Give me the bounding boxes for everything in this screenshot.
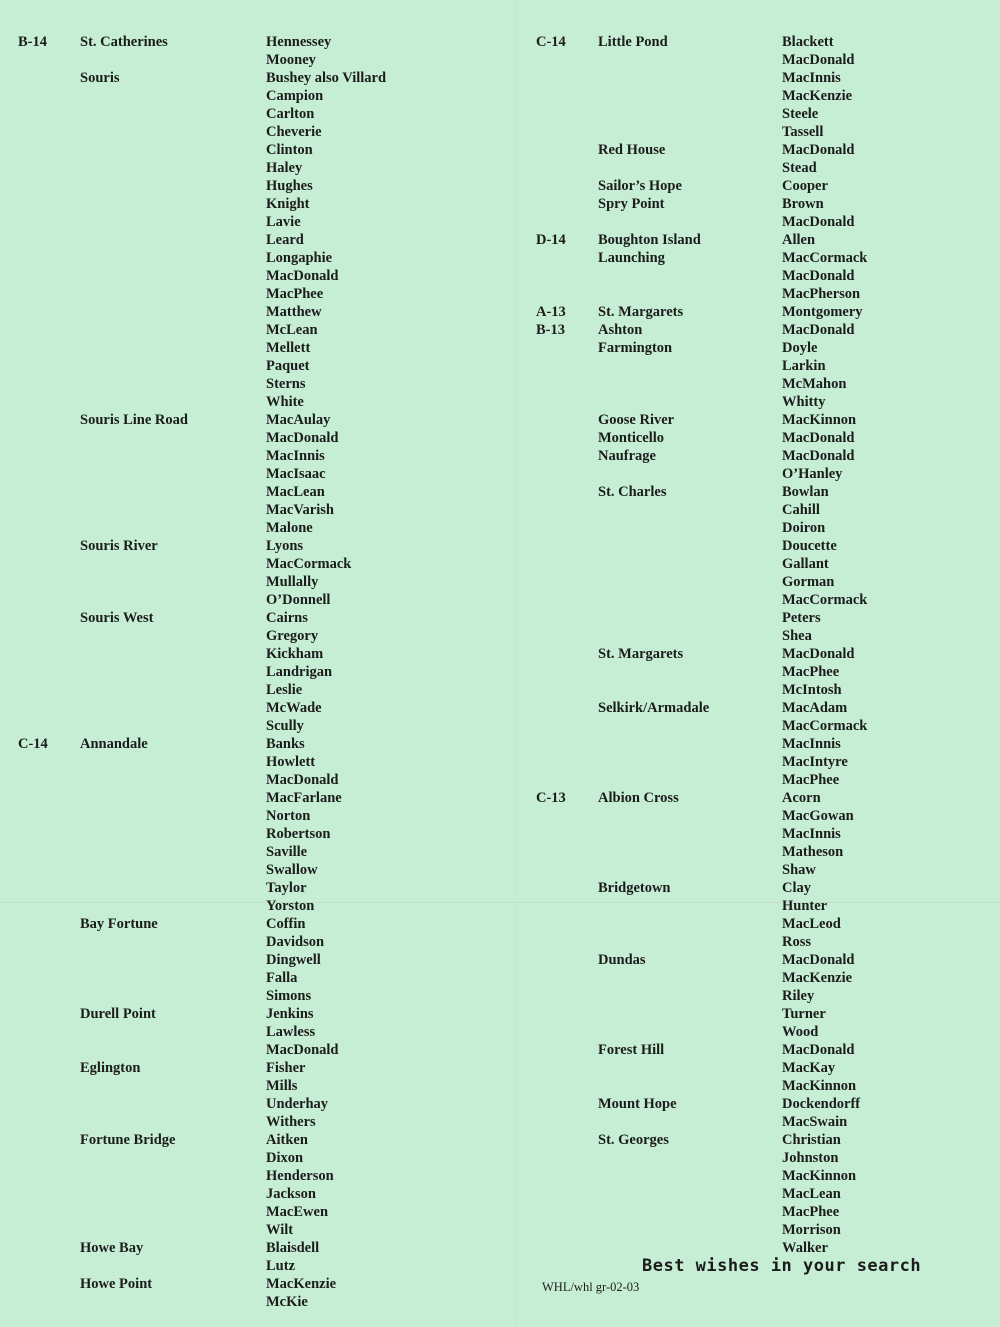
place-name: Ashton (598, 322, 643, 338)
surname: Matthew (266, 304, 322, 320)
surname: Stead (782, 160, 817, 176)
surname: MacDonald (782, 952, 855, 968)
surname: Leslie (266, 682, 303, 698)
surname: Blackett (782, 34, 834, 50)
surname: Wilt (266, 1222, 294, 1238)
surname: Banks (266, 736, 305, 752)
surname: Gregory (266, 628, 319, 644)
surname: Mullally (266, 574, 319, 590)
surname: Coffin (266, 916, 306, 932)
place-name: Souris Line Road (80, 412, 188, 428)
surname: MacPherson (782, 286, 861, 302)
grid-ref: B-13 (536, 322, 565, 338)
surname: MacKinnon (782, 412, 857, 428)
surname: MacDonald (266, 772, 339, 788)
surname: Clay (782, 880, 811, 896)
surname: Howlett (266, 754, 316, 770)
surname: Lutz (266, 1258, 295, 1274)
surname: Henderson (266, 1168, 334, 1184)
surname: Knight (266, 196, 310, 212)
surname: Turner (782, 1006, 826, 1022)
surname: Campion (266, 88, 324, 104)
place-name: Goose River (598, 412, 675, 428)
surname: MacEwen (266, 1204, 329, 1220)
surname: Dingwell (266, 952, 321, 968)
place-name: Little Pond (598, 34, 668, 50)
surname: Walker (782, 1240, 828, 1256)
surname: MacCormack (782, 592, 868, 608)
surname: Cooper (782, 178, 828, 194)
surname: Morrison (782, 1222, 841, 1238)
surname: Aitken (266, 1132, 308, 1148)
surname: Whitty (782, 394, 826, 410)
surname: McLean (266, 322, 318, 338)
surname: Cahill (782, 502, 820, 518)
place-name: Souris (80, 70, 120, 86)
surname: Mellett (266, 340, 311, 356)
surname: Sterns (266, 376, 306, 392)
surname: Doyle (782, 340, 818, 356)
surname: Doiron (782, 520, 826, 536)
surname: Underhay (266, 1096, 329, 1112)
place-name: Naufrage (598, 448, 656, 464)
surname: McMahon (782, 376, 847, 392)
surname: Clinton (266, 142, 313, 158)
surname: Christian (782, 1132, 841, 1148)
place-name: Souris River (80, 538, 158, 554)
surname: Norton (266, 808, 311, 824)
surname: MacDonald (782, 322, 855, 338)
surname: MacInnis (782, 736, 841, 752)
surname: MacLeod (782, 916, 841, 932)
place-name: Bay Fortune (80, 916, 158, 932)
grid-ref: A-13 (536, 304, 566, 320)
surname: MacLean (782, 1186, 841, 1202)
surname: MacLean (266, 484, 325, 500)
surname: Fisher (266, 1060, 306, 1076)
document-reference: WHL/whl gr-02-03 (542, 1280, 640, 1294)
closing-message: Best wishes in your search (642, 1256, 922, 1276)
surname: Scully (266, 718, 304, 734)
surname: Johnston (782, 1150, 839, 1166)
grid-ref: C-14 (536, 34, 566, 50)
place-name: St. Margarets (598, 646, 684, 662)
surname: MacDonald (782, 268, 855, 284)
surname: Carlton (266, 106, 315, 122)
place-name: Red House (598, 142, 666, 158)
place-name: Sailor’s Hope (598, 178, 682, 194)
surname: Bushey also Villard (266, 70, 387, 86)
place-name: Annandale (80, 736, 148, 752)
surname: Landrigan (266, 664, 333, 680)
surname: Yorston (266, 898, 315, 914)
paper-fold-horizontal (0, 901, 1000, 904)
surname: Tassell (782, 124, 824, 140)
surname: Longaphie (266, 250, 333, 266)
surname: MacInnis (782, 70, 841, 86)
surname: McKie (266, 1294, 308, 1310)
surname: Taylor (266, 880, 307, 896)
surname: McWade (266, 700, 322, 716)
surname: MacDonald (782, 430, 855, 446)
surname: MacDonald (782, 142, 855, 158)
surname: MacKenzie (782, 88, 853, 104)
surname: Saville (266, 844, 308, 860)
place-name: Howe Bay (80, 1240, 144, 1256)
place-name: Dundas (598, 952, 646, 968)
surname: Mooney (266, 52, 316, 68)
surname: Hunter (782, 898, 828, 914)
surname: Withers (266, 1114, 316, 1130)
paper-fold-vertical (515, 0, 517, 1327)
surname: Shea (782, 628, 812, 644)
surname: MacVarish (266, 502, 334, 518)
surname: MacDonald (266, 1042, 339, 1058)
place-name: St. Margarets (598, 304, 684, 320)
surname: Riley (782, 988, 815, 1004)
place-name: Fortune Bridge (80, 1132, 176, 1148)
surname: Paquet (266, 358, 310, 374)
surname: Hughes (266, 178, 313, 194)
surname: MacSwain (782, 1114, 848, 1130)
surname: MacInnis (782, 826, 841, 842)
surname: MacDonald (266, 430, 339, 446)
surname: Cheverie (266, 124, 322, 140)
surname: Haley (266, 160, 303, 176)
surname: Jackson (266, 1186, 316, 1202)
surname: MacFarlane (266, 790, 342, 806)
place-name: Bridgetown (598, 880, 671, 896)
surname: MacKenzie (782, 970, 853, 986)
surname: Falla (266, 970, 298, 986)
surname: Brown (782, 196, 824, 212)
surname: Larkin (782, 358, 826, 374)
place-name: Boughton Island (598, 232, 701, 248)
surname: Lavie (266, 214, 301, 230)
surname: Mills (266, 1078, 298, 1094)
surname: MacPhee (782, 1204, 840, 1220)
place-name: Spry Point (598, 196, 665, 212)
surname: Shaw (782, 862, 816, 878)
grid-ref: B-14 (18, 34, 47, 50)
surname: Dockendorff (782, 1096, 861, 1112)
surname: MacCormack (266, 556, 352, 572)
surname: Ross (782, 934, 812, 950)
surname: Robertson (266, 826, 331, 842)
place-name: St. Catherines (80, 34, 168, 50)
surname: Matheson (782, 844, 844, 860)
surname: MacIsaac (266, 466, 326, 482)
surname: MacCormack (782, 718, 868, 734)
place-name: Souris West (80, 610, 154, 626)
surname: Wood (782, 1024, 819, 1040)
surname: Leard (266, 232, 304, 248)
place-name: Forest Hill (598, 1042, 665, 1058)
surname: Gorman (782, 574, 835, 590)
surname: MacIntyre (782, 754, 848, 770)
surname: Kickham (266, 646, 324, 662)
surname: O’Hanley (782, 466, 843, 482)
place-name: Durell Point (80, 1006, 156, 1022)
surname: Doucette (782, 538, 837, 554)
surname: Montgomery (782, 304, 863, 320)
surname: Bowlan (782, 484, 829, 500)
surname: MacInnis (266, 448, 325, 464)
surname: MacDonald (782, 52, 855, 68)
surname: Acorn (782, 790, 821, 806)
place-name: St. Georges (598, 1132, 669, 1148)
surname: MacGowan (782, 808, 854, 824)
surname: Dixon (266, 1150, 304, 1166)
grid-ref: C-14 (18, 736, 48, 752)
surname: MacDonald (782, 448, 855, 464)
surname: MacKinnon (782, 1078, 857, 1094)
surname: Simons (266, 988, 312, 1004)
surname: McIntosh (782, 682, 842, 698)
surname: MacDonald (782, 646, 855, 662)
surname: Steele (782, 106, 819, 122)
place-name: Launching (598, 250, 665, 266)
surname: MacKay (782, 1060, 836, 1076)
surname: MacAdam (782, 700, 848, 716)
surname: Swallow (266, 862, 318, 878)
place-name: Farmington (598, 340, 673, 356)
place-name: Mount Hope (598, 1096, 677, 1112)
surname: Malone (266, 520, 313, 536)
surname: O’Donnell (266, 592, 331, 608)
surname: Peters (782, 610, 821, 626)
surname: MacDonald (266, 268, 339, 284)
surname: Hennessey (266, 34, 332, 50)
surname: MacDonald (782, 214, 855, 230)
surname: Allen (782, 232, 816, 248)
surname: White (266, 394, 304, 410)
surname: MacPhee (782, 772, 840, 788)
surname: MacCormack (782, 250, 868, 266)
surname: MacDonald (782, 1042, 855, 1058)
place-name: Monticello (598, 430, 665, 446)
surname: MacAulay (266, 412, 331, 428)
surname: Gallant (782, 556, 829, 572)
grid-ref: D-14 (536, 232, 566, 248)
surname: MacKenzie (266, 1276, 337, 1292)
surname: Davidson (266, 934, 325, 950)
surname: Blaisdell (266, 1240, 320, 1256)
surname: MacPhee (782, 664, 840, 680)
grid-ref: C-13 (536, 790, 566, 806)
surname: Jenkins (266, 1006, 314, 1022)
surname: Lyons (266, 538, 304, 554)
surname: Cairns (266, 610, 308, 626)
place-name: Eglington (80, 1060, 141, 1076)
surname: MacPhee (266, 286, 324, 302)
place-name: Albion Cross (598, 790, 679, 806)
surname: MacKinnon (782, 1168, 857, 1184)
place-name: Selkirk/Armadale (598, 700, 710, 716)
surname: Lawless (266, 1024, 316, 1040)
place-name: Howe Point (80, 1276, 153, 1292)
place-name: St. Charles (598, 484, 667, 500)
